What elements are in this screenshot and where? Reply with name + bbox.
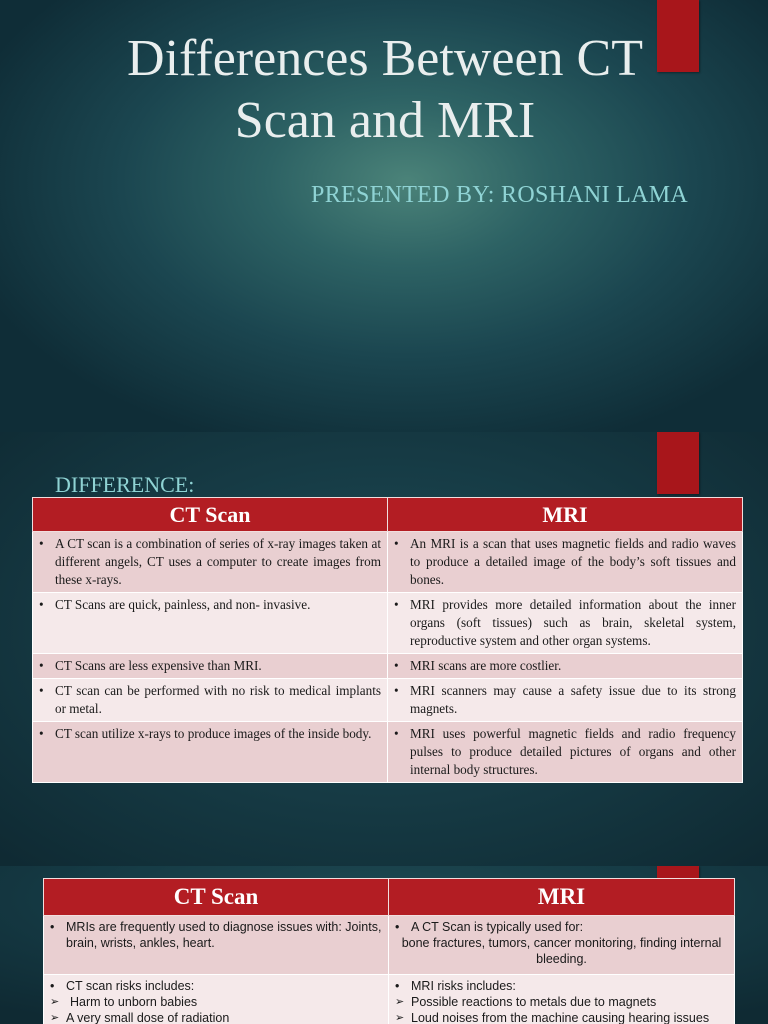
cell-text: A CT scan is a combination of series of x-ray images taken at different angels, CT uses a computer to create images from these x-rays. [55, 536, 381, 587]
bullet-icon: • [50, 920, 55, 934]
bullet-icon: • [39, 597, 44, 612]
ct-cell [44, 975, 389, 1024]
mri-cell [388, 679, 743, 722]
column-header-mri: MRI [388, 498, 743, 532]
ct-cell [33, 654, 388, 679]
mri-cell [388, 532, 743, 593]
cell-text: Possible reactions to metals due to magnets [411, 995, 657, 1009]
table-row [33, 532, 743, 593]
presenter-subtitle: PRESENTED BY: ROSHANI LAMA [311, 182, 688, 208]
bullet-icon: • [39, 536, 44, 551]
cell-text: CT scan risks includes: [66, 979, 195, 993]
table-header-row [44, 879, 735, 916]
difference-heading: DIFFERENCE: [55, 472, 195, 497]
bullet-icon: • [394, 658, 399, 673]
ct-cell [33, 593, 388, 654]
table-row [33, 722, 743, 783]
column-header-ct: CT Scan [33, 498, 388, 532]
bullet-icon: • [394, 726, 399, 741]
mri-cell [388, 654, 743, 679]
title-line-2: Scan and MRI [234, 92, 536, 149]
table-row [44, 916, 735, 975]
comparison-table [32, 497, 743, 783]
cell-text: CT scan can be performed with no risk to medical implants or metal. [55, 683, 381, 716]
uses-risks-slide [0, 866, 768, 1024]
arrow-bullet-icon: ➢ [395, 996, 405, 1008]
column-header-ct: CT Scan [44, 879, 389, 916]
cell-text: CT Scans are quick, painless, and non- invasive. [55, 597, 311, 612]
column-header-mri: MRI [389, 879, 735, 916]
cell-text: Harm to unborn babies [70, 995, 198, 1009]
cell-text: MRI scans are more costlier. [410, 658, 562, 673]
difference-slide [0, 432, 768, 866]
table-row [44, 975, 735, 1024]
cell-text: MRI risks includes: [411, 979, 516, 993]
title-slide [0, 0, 768, 432]
cell-text: MRIs are frequently used to diagnose issues with: Joints, brain, wrists, ankles, heart. [66, 920, 382, 950]
bullet-icon: • [394, 597, 399, 612]
mri-cell [389, 975, 735, 1024]
bullet-icon: • [39, 726, 44, 741]
cell-text: A CT Scan is typically used for: [411, 920, 584, 934]
bullet-icon: • [39, 658, 44, 673]
accent-bar [657, 432, 699, 494]
cell-text: CT Scans are less expensive than MRI. [55, 658, 262, 673]
arrow-bullet-icon: ➢ [395, 1012, 405, 1024]
mri-cell [389, 916, 735, 975]
bullet-icon: • [395, 979, 400, 993]
cell-text: MRI uses powerful magnetic fields and radio frequency pulses to produce detailed pictures of organs and other internal body structures. [410, 726, 736, 777]
arrow-bullet-icon: ➢ [50, 1012, 60, 1024]
bullet-icon: • [39, 683, 44, 698]
table-row [33, 679, 743, 722]
cell-text: A very small dose of radiation [66, 1011, 230, 1024]
cell-text: MRI provides more detailed information about the inner organs (soft tissues) such as brain, skeletal system, reproductive system and other organ systems. [410, 597, 736, 648]
bullet-icon: • [50, 979, 55, 993]
bullet-icon: • [394, 536, 399, 551]
bullet-icon: • [395, 920, 400, 934]
cell-text: MRI scanners may cause a safety issue due to its strong magnets. [410, 683, 736, 716]
cell-text: CT scan utilize x-rays to produce images of the inside body. [55, 726, 372, 741]
table-header-row [33, 498, 743, 532]
cell-text: An MRI is a scan that uses magnetic fields and radio waves to produce a detailed image of the body’s soft tissues and bones. [410, 536, 736, 587]
mri-cell [388, 593, 743, 654]
mri-cell [388, 722, 743, 783]
slide-title [60, 28, 710, 152]
title-line-1: Differences Between CT [127, 30, 643, 87]
uses-risks-table [43, 878, 735, 1024]
cell-text: bone fractures, tumors, cancer monitoring, finding internal bleeding. [401, 936, 722, 966]
ct-cell [44, 916, 389, 975]
cell-text: Loud noises from the machine causing hearing issues [411, 1011, 710, 1024]
table-row [33, 593, 743, 654]
ct-cell [33, 679, 388, 722]
ct-cell [33, 532, 388, 593]
ct-cell [33, 722, 388, 783]
table-row [33, 654, 743, 679]
bullet-icon: • [394, 683, 399, 698]
arrow-bullet-icon: ➢ [50, 996, 60, 1008]
